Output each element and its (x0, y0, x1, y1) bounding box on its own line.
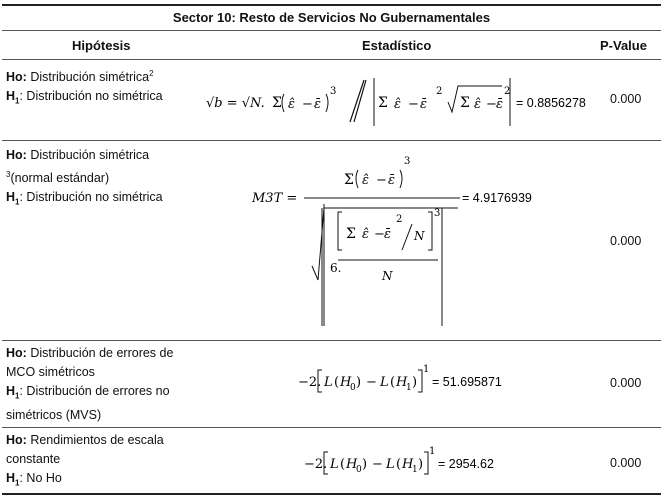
h1-subscript: 1 (15, 391, 20, 401)
minus-sign: − (408, 97, 419, 112)
header-statistic: Estadístico (362, 38, 432, 53)
footnote-marker: 3 (6, 170, 11, 179)
row-1-pvalue: 0.000 (610, 92, 642, 106)
svg-text:): ) (412, 375, 418, 390)
svg-text:(: ( (334, 375, 340, 390)
formula-result: = 2954.62 (438, 457, 494, 471)
epsilon-bar: ε̄ (496, 97, 503, 112)
epsilon-bar: ε̄ (314, 97, 321, 112)
h1-subscript: 1 (412, 465, 418, 475)
exponent: 1 (429, 446, 436, 457)
sum-symbol: Σ (346, 226, 356, 242)
h1-text: : No Ho (19, 471, 62, 485)
bottom-rule (2, 493, 661, 495)
minus-sign: − (486, 97, 497, 112)
exponent: 3 (330, 86, 337, 97)
h0-label: Ho: (6, 70, 27, 85)
h0-label: Ho: (6, 346, 27, 360)
h0-subscript: 0 (350, 383, 356, 393)
row-2-rule (2, 340, 661, 341)
h0-subscript: 0 (356, 465, 362, 475)
h0-label: Ho: (6, 433, 27, 447)
table-title: Sector 10: Resto de Servicios No Gubernamentales (172, 10, 491, 25)
exponent: 1 (423, 364, 430, 375)
formula-lhs: −2. (304, 457, 328, 472)
h0-symbol: H (346, 457, 358, 472)
formula-constant: 6. (330, 261, 342, 275)
formula-lhs: −2. (298, 375, 322, 390)
formula-m3t (252, 146, 552, 331)
formula-lr-2 (304, 444, 534, 478)
epsilon-hat: ε̂ (474, 97, 481, 112)
minus-sign: − (376, 173, 387, 188)
row-2-pvalue: 0.000 (610, 234, 642, 248)
row-2-hypothesis (6, 146, 206, 212)
row-3-pvalue: 0.000 (610, 376, 642, 390)
footnote-marker: 2 (149, 69, 154, 78)
svg-text:): ) (418, 457, 424, 472)
exponent: 3 (434, 208, 441, 219)
epsilon-bar: ε̄ (388, 173, 395, 188)
exponent: 2 (436, 86, 443, 97)
h0-text: Distribución simétrica (30, 70, 150, 85)
epsilon-hat: ε̂ (288, 97, 295, 112)
h1-subscript: 1 (15, 197, 20, 207)
svg-text:(: ( (396, 457, 402, 472)
formula-result: = 51.695871 (432, 375, 502, 389)
h1-label: H (6, 89, 16, 104)
minus-sign: − (366, 375, 377, 390)
svg-text:): ) (356, 375, 362, 390)
formula-sqrt-b (206, 72, 596, 132)
h1-subscript: 1 (15, 96, 20, 106)
h1-text: : Distribución de errores no simétricos (MVS) (6, 384, 170, 422)
h1-label: H (6, 471, 16, 485)
exponent: 2 (504, 86, 511, 97)
formula-n: N (382, 269, 393, 283)
formula-lhs: √b = √N. (206, 96, 265, 111)
formula-lr-1 (298, 362, 528, 396)
sum-symbol: Σ (460, 95, 470, 111)
top-rule (2, 4, 661, 6)
row-3-hypothesis (6, 344, 201, 425)
row-4-pvalue: 0.000 (610, 456, 642, 470)
h0-text: Distribución de errores de MCO simétricos (6, 346, 174, 379)
title-rule (2, 30, 661, 31)
h0-label: Ho: (6, 148, 27, 162)
h1-symbol: H (402, 457, 414, 472)
h1-subscript: 1 (15, 478, 20, 488)
formula-n: N (414, 229, 425, 243)
h0-text: Distribución simétrica (30, 148, 150, 162)
svg-text:(: ( (340, 457, 346, 472)
h1-text: : Distribución no simétrica (19, 190, 163, 205)
header-rule (2, 59, 661, 60)
h1-symbol: H (396, 375, 408, 390)
epsilon-hat: ε̂ (362, 227, 369, 242)
minus-sign: − (374, 227, 385, 242)
sum-symbol: Σ (344, 172, 354, 188)
minus-sign: − (302, 97, 313, 112)
likelihood-l: L (380, 375, 389, 390)
h0-extra: (normal estándar) (10, 171, 110, 186)
likelihood-l: L (324, 375, 333, 390)
h1-label: H (6, 384, 16, 398)
h1-label: H (6, 190, 16, 205)
svg-text:): ) (362, 457, 368, 472)
row-3-rule (2, 427, 661, 428)
h1-text: : Distribución no simétrica (19, 89, 163, 104)
formula-result: = 4.9176939 (462, 191, 532, 205)
epsilon-hat: ε̂ (394, 97, 401, 112)
header-hypothesis: Hipótesis (72, 38, 131, 53)
epsilon-bar: ε̄ (420, 97, 427, 112)
row-4-hypothesis (6, 431, 201, 493)
likelihood-l: L (386, 457, 395, 472)
minus-sign: − (372, 457, 383, 472)
h0-symbol: H (340, 375, 352, 390)
epsilon-hat: ε̂ (362, 173, 369, 188)
sum-symbol: Σ (378, 95, 388, 111)
sum-symbol: Σ (272, 95, 282, 111)
row-1-rule (2, 140, 661, 141)
row-1-hypothesis (6, 64, 206, 111)
h1-subscript: 1 (406, 383, 412, 393)
h0-text: Rendimientos de escala constante (6, 433, 164, 466)
likelihood-l: L (330, 457, 339, 472)
svg-text:(: ( (390, 375, 396, 390)
formula-result: = 0.8856278 (516, 96, 586, 110)
exponent: 3 (404, 156, 411, 167)
formula-lhs: M3T = (252, 191, 298, 206)
exponent: 2 (396, 214, 403, 225)
header-pvalue: P-Value (600, 38, 647, 53)
epsilon-bar: ε̄ (384, 227, 391, 242)
